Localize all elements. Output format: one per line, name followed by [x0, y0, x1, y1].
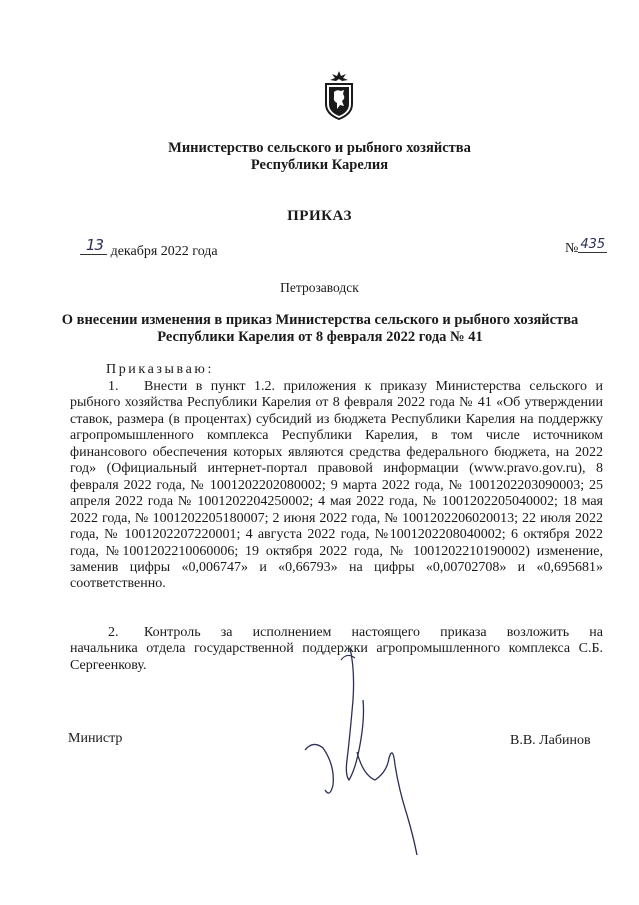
document-number [565, 237, 607, 257]
karelia-coat-of-arms-icon [322, 70, 356, 120]
order-item-1-text: Внести в пункт 1.2. приложения к приказу Министерства сельского и рыбного хозяйства Республики Карелия от 8 февраля 2022 года № 41 «Об утверждении ставок, размера (в процентах) субсидий из бюджета Республики Карелия на поддержку агропромышленного комплекса Республики Карелия, в том числе источником финансового обеспечения которых являются средства федерального бюджета, на 2022 год» (Официальный интернет-портал правовой информации (www.pravo.gov.ru), 8 февраля 2022 года, № 1001202202080002; 9 марта 2022 года, № 1001202203090003; 25 апреля 2022 года № 1001202204250002; 4 мая 2022 года, № 1001202205040002; 18 мая 2022 года, № 1001202205180007; 2 июня 2022 года, № 1001202206020013; 22 июля 2022 года, № 1001202207220001; 4 августа 2022 года, №1001202208040002; 6 октября 2022 года, №1001202210060006; 19 октября 2022 года, № 1001202210190002) изменение, заменив цифры «0,006747» и «0,66793» на цифры «0,00702708» и «0,695681» соответственно. [70, 379, 603, 592]
ministry-name-line-1: Министерство сельского и рыбного хозяйства [168, 140, 471, 156]
order-item-2-number: 2. [108, 625, 119, 640]
order-item-1 [70, 379, 603, 593]
signatory-name: В.В. Лабинов [510, 733, 591, 748]
order-item-1-number: 1. [108, 379, 119, 394]
document-title: О внесении изменения в приказ Министерства сельского и рыбного хозяйства Республики Карелия от 8 февраля 2022 года № 41 [61, 312, 579, 345]
signatory-position: Министр [68, 731, 123, 746]
handwritten-day: 13 [80, 236, 107, 255]
document-type: ПРИКАЗ [287, 208, 352, 224]
document-date [80, 236, 218, 260]
document-city: Петрозаводск [280, 280, 359, 295]
ministry-name-line-2: Республики Карелия [250, 157, 389, 173]
handwritten-number: 435 [580, 237, 606, 252]
order-item-2-text: Контроль за исполнением настоящего приказа возложить на начальника отдела государственной поддержки агропромышленного комплекса С.Б. Сергеенкову. [70, 625, 603, 673]
number-prefix: № [565, 241, 579, 256]
date-month-year: декабря 2022 года [110, 244, 218, 259]
order-word: Приказываю: [106, 362, 214, 377]
handwritten-signature-icon [295, 640, 435, 860]
